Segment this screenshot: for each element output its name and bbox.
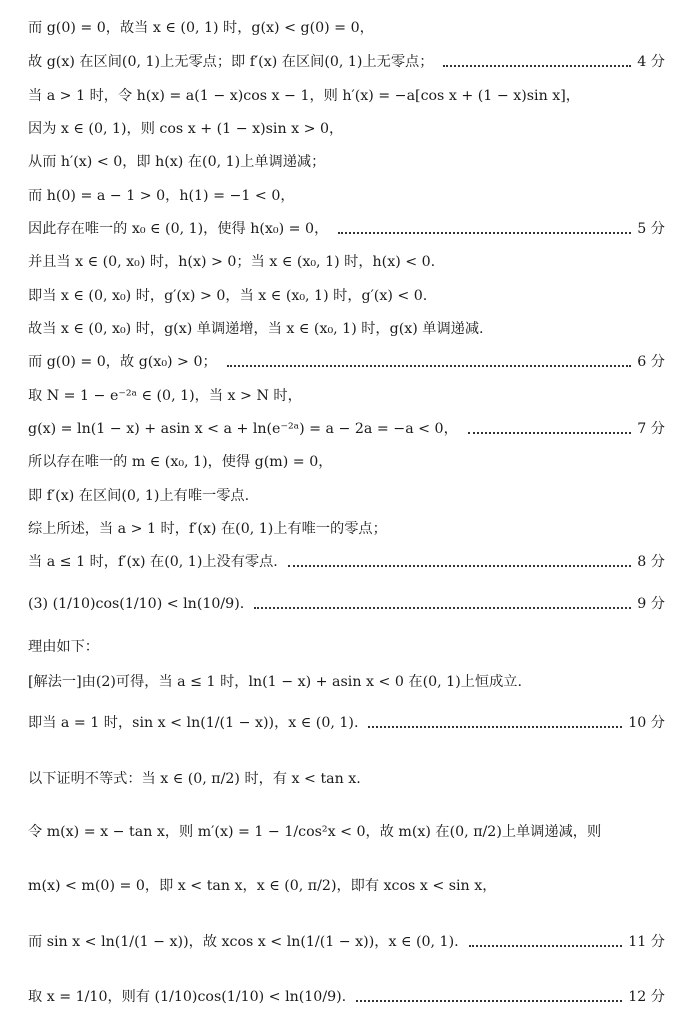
line-text: 即当 x ∈ (0, x₀) 时，g′(x) > 0，当 x ∈ (x₀, 1) 时，g′(x) < 0. [28, 288, 428, 304]
score-label: 8 分 [637, 554, 665, 570]
score-label: 6 分 [637, 354, 665, 370]
line-text: 因此存在唯一的 x₀ ∈ (0, 1)，使得 h(x₀) = 0， [28, 221, 329, 237]
text-line [28, 120, 665, 138]
dot-leader [469, 944, 623, 947]
dot-leader [368, 725, 622, 728]
text-line [28, 19, 665, 37]
text-line [28, 823, 665, 841]
line-text: 从而 h′(x) < 0，即 h(x) 在(0, 1)上单调递减； [28, 154, 326, 170]
text-line [28, 220, 665, 238]
line-text: 当 a > 1 时，令 h(x) = a(1 − x)cos x − 1，则 h′(x) = −a[cos x + (1 − x)sin x]， [28, 88, 580, 104]
line-text: 所以存在唯一的 m ∈ (x₀, 1)，使得 g(m) = 0， [28, 454, 333, 470]
score-label: 7 分 [637, 421, 665, 437]
score-label: 11 分 [628, 934, 665, 950]
line-text: 当 a ≤ 1 时，f′(x) 在(0, 1)上没有零点. [28, 554, 278, 570]
line-text: 而 h(0) = a − 1 > 0，h(1) = −1 < 0， [28, 188, 295, 204]
line-text: 并且当 x ∈ (0, x₀) 时，h(x) > 0；当 x ∈ (x₀, 1) 时，h(x) < 0. [28, 254, 436, 270]
line-text: 而 g(0) = 0，故 g(x₀) > 0； [28, 354, 217, 370]
text-line [28, 187, 665, 205]
score-label: 4 分 [637, 54, 665, 70]
text-line [28, 253, 665, 271]
text-line [28, 453, 665, 471]
text-line [28, 53, 665, 71]
line-text: 取 x = 1/10，则有 (1/10)cos(1/10) < ln(10/9). [28, 989, 347, 1005]
line-text: 故 g(x) 在区间(0, 1)上无零点；即 f′(x) 在区间(0, 1)上无零点； [28, 54, 434, 70]
line-text: 以下证明不等式：当 x ∈ (0, π/2) 时，有 x < tan x. [28, 771, 361, 787]
line-text: [解法一]由(2)可得，当 a ≤ 1 时，ln(1 − x) + asin x < 0 在(0, 1)上恒成立. [28, 674, 523, 690]
text-line [28, 933, 665, 951]
dot-leader [443, 64, 631, 67]
score-label: 5 分 [637, 221, 665, 237]
score-label: 9 分 [637, 596, 665, 612]
score-label: 12 分 [628, 989, 665, 1005]
text-line [28, 387, 665, 405]
text-line [28, 153, 665, 171]
text-line [28, 877, 665, 895]
text-line [28, 520, 665, 538]
line-text: g(x) = ln(1 − x) + asin x < a + ln(e⁻²ᵃ) = a − 2a = −a < 0， [28, 421, 458, 437]
text-line [28, 673, 665, 691]
line-text: 因为 x ∈ (0, 1)，则 cos x + (1 − x)sin x > 0， [28, 121, 344, 137]
line-text: 故当 x ∈ (0, x₀) 时，g(x) 单调递增，当 x ∈ (x₀, 1) 时，g(x) 单调递减. [28, 321, 484, 337]
text-line [28, 595, 665, 613]
line-text: 而 g(0) = 0，故当 x ∈ (0, 1) 时，g(x) < g(0) = 0， [28, 20, 374, 36]
dot-leader [356, 999, 622, 1002]
text-line [28, 487, 665, 505]
score-label: 10 分 [628, 715, 665, 731]
line-text: (3) (1/10)cos(1/10) < ln(10/9). [28, 596, 245, 612]
text-line [28, 353, 665, 371]
text-line [28, 87, 665, 105]
text-line [28, 287, 665, 305]
dot-leader [338, 231, 631, 234]
text-line [28, 988, 665, 1006]
line-text: 即 f′(x) 在区间(0, 1)上有唯一零点. [28, 488, 250, 504]
text-line [28, 638, 665, 656]
text-line [28, 770, 665, 788]
dot-leader [227, 364, 632, 367]
text-line [28, 420, 665, 438]
dot-leader [468, 431, 631, 434]
line-text: 即当 a = 1 时，sin x < ln(1/(1 − x))，x ∈ (0, 1). [28, 715, 359, 731]
line-text: 理由如下： [28, 639, 99, 655]
line-text: 而 sin x < ln(1/(1 − x))，故 xcos x < ln(1/(1 − x))，x ∈ (0, 1). [28, 934, 459, 950]
line-text: 取 N = 1 − e⁻²ᵃ ∈ (0, 1)，当 x > N 时， [28, 388, 302, 404]
line-text: 令 m(x) = x − tan x，则 m′(x) = 1 − 1/cos²x < 0，故 m(x) 在(0, π/2)上单调递减，则 [28, 824, 602, 840]
text-line [28, 553, 665, 571]
dot-leader [254, 606, 631, 609]
dot-leader [288, 564, 631, 567]
text-line [28, 320, 665, 338]
line-text: 综上所述，当 a > 1 时，f′(x) 在(0, 1)上有唯一的零点； [28, 521, 387, 537]
line-text: m(x) < m(0) = 0，即 x < tan x，x ∈ (0, π/2)，即有 xcos x < sin x， [28, 878, 497, 894]
text-line [28, 714, 665, 732]
